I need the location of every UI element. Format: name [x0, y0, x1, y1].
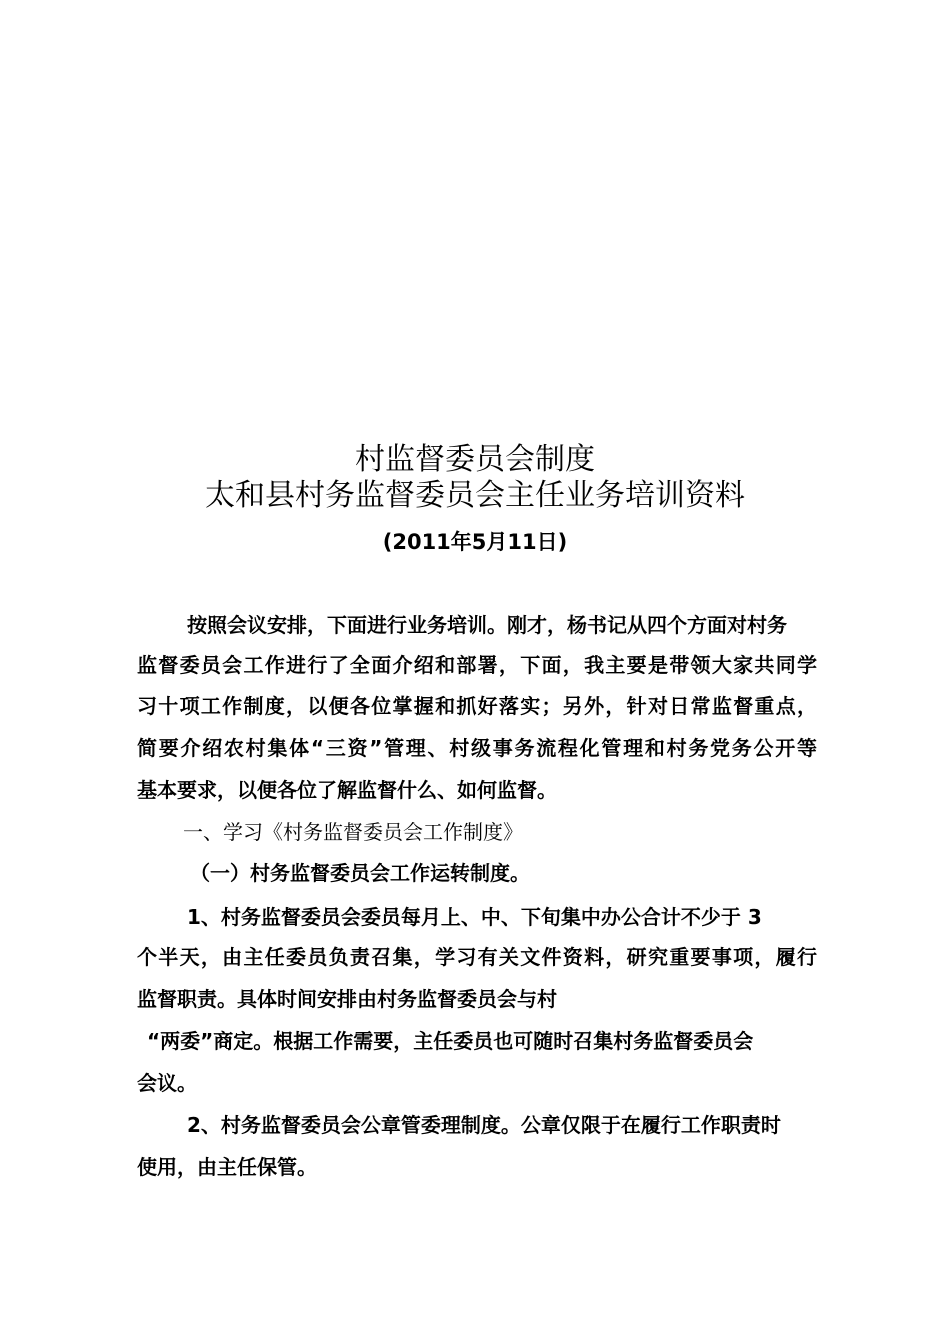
document-subtitle: 太和县村务监督委员会主任业务培训资料 [205, 478, 745, 513]
paragraph-line: “两委”商定。根据工作需要，主任委员也可随时召集村务监督委员会 [147, 1029, 754, 1053]
paragraph-line: 监督委员会工作进行了全面介绍和部署，下面，我主要是带领大家共同学 [137, 653, 817, 677]
paragraph-line: 使用，由主任保管。 [137, 1155, 317, 1179]
paragraph-line: 简要介绍农村集体“三资”管理、村级事务流程化管理和村务党务公开等 [137, 736, 817, 760]
paragraph-line: 个半天，由主任委员负责召集，学习有关文件资料，研究重要事项，履行 [137, 945, 817, 969]
paragraph-line: 会议。 [137, 1071, 197, 1095]
paragraph-line: 基本要求，以便各位了解监督什么、如何监督。 [137, 778, 557, 802]
paragraph-line: 2、村务监督委员会公章管委理制度。公章仅限于在履行工作职责时 [187, 1113, 781, 1137]
document-date: (2011年5月11日) [382, 530, 568, 554]
section-heading: 一、学习《村务监督委员会工作制度》 [183, 820, 523, 844]
paragraph-line: 监督职责。具体时间安排由村务监督委员会与村 [137, 987, 557, 1011]
subsection-heading: （一）村务监督委员会工作运转制度。 [190, 861, 530, 885]
paragraph-line: 1、村务监督委员会委员每月上、中、下旬集中办公合计不少于 3 [187, 905, 762, 929]
paragraph-line: 按照会议安排，下面进行业务培训。刚才，杨书记从四个方面对村务 [187, 613, 787, 637]
document-title: 村监督委员会制度 [355, 442, 595, 477]
paragraph-line: 习十项工作制度，以便各位掌握和抓好落实；另外，针对日常监督重点， [137, 694, 817, 718]
